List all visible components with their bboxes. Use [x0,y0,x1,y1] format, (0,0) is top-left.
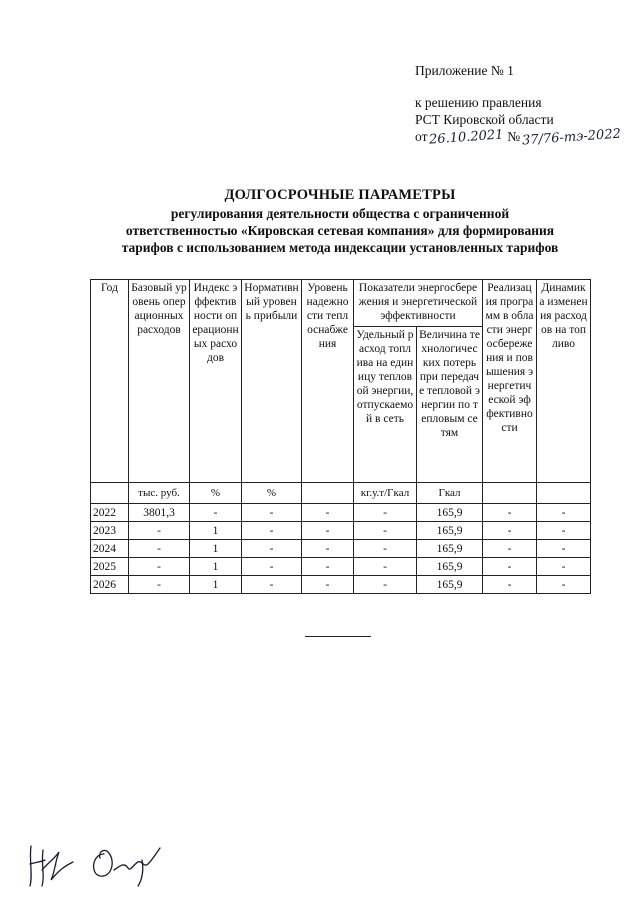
row-year: 2022 [91,504,129,522]
row-index: - [190,504,242,522]
table-row [91,576,591,594]
header-reliability: Уровень надежности теплоснабжения [302,280,354,483]
appendix-title: Приложение № 1 [415,63,514,78]
header-base-level: Базовый уровень операционных расходов [129,280,190,483]
appendix-line-1: к решению правления [415,95,542,110]
row-profit: - [242,540,302,558]
row-reliability: - [302,540,354,558]
appendix-from-prefix: от [415,129,428,144]
unit-cell [91,483,129,504]
row-profit: - [242,558,302,576]
row-year: 2025 [91,558,129,576]
row-index: 1 [190,576,242,594]
row-fuel: - [354,576,417,594]
unit-cell [537,483,591,504]
row-losses: 165,9 [417,504,483,522]
header-specific-fuel: Удельный расход топлива на единицу тепловой энергии, отпускаемой в сеть [354,327,417,483]
header-profit-level: Нормативный уровень прибыли [242,280,302,483]
row-base: - [129,522,190,540]
row-losses: 165,9 [417,540,483,558]
row-dynamics: - [537,504,591,522]
table-row [91,504,591,522]
row-profit: - [242,522,302,540]
row-dynamics: - [537,576,591,594]
table-row [91,540,591,558]
appendix-date-line [415,126,622,149]
row-programs: - [483,522,537,540]
row-year: 2026 [91,576,129,594]
heading-line-2: ответственностью «Кировская сетевая компания» для формирования [125,223,555,238]
unit-tech-losses: Гкал [417,483,483,504]
unit-profit-level: % [242,483,302,504]
heading-title: ДОЛГОСРОЧНЫЕ ПАРАМЕТРЫ [224,187,456,203]
row-dynamics: - [537,540,591,558]
header-efficiency-index: Индекс эффективности операционных расходов [190,280,242,483]
unit-base-level: тыс. руб. [129,483,190,504]
row-base: - [129,540,190,558]
row-reliability: - [302,504,354,522]
row-programs: - [483,558,537,576]
row-dynamics: - [537,558,591,576]
row-losses: 165,9 [417,522,483,540]
header-fuel-dynamics: Динамика изменения расходов на топливо [537,280,591,483]
row-losses: 165,9 [417,558,483,576]
unit-efficiency-index: % [190,483,242,504]
row-profit: - [242,576,302,594]
header-year: Год [91,280,129,483]
header-programs: Реализация программ в области энергосбережения и повышения энергетической эффективности [483,280,537,483]
row-reliability: - [302,576,354,594]
header-tech-losses: Величина технологических потерь при передаче тепловой энергии по тепловым сетям [417,327,483,483]
appendix-date: 26.10.2021 [429,127,505,148]
units-row [91,483,591,504]
heading-line-3: тарифов с использованием метода индексации установленных тарифов [121,240,559,255]
row-programs: - [483,504,537,522]
row-fuel: - [354,522,417,540]
row-dynamics: - [537,522,591,540]
row-programs: - [483,540,537,558]
row-reliability: - [302,558,354,576]
parameters-table [90,279,591,594]
unit-specific-fuel: кг.у.т/Гкал [354,483,417,504]
row-year: 2024 [91,540,129,558]
row-profit: - [242,504,302,522]
row-index: 1 [190,522,242,540]
table-row [91,558,591,576]
row-base: 3801,3 [129,504,190,522]
header-energy-group: Показатели энергосбережения и энергетической эффективности [354,280,483,327]
closing-rule [305,636,371,637]
row-losses: 165,9 [417,576,483,594]
row-index: 1 [190,540,242,558]
row-programs: - [483,576,537,594]
row-fuel: - [354,540,417,558]
row-index: 1 [190,558,242,576]
row-year: 2023 [91,522,129,540]
unit-cell [483,483,537,504]
table-row [91,522,591,540]
appendix-number: 37/76-тэ-2022 [521,126,622,149]
document-heading [60,187,620,256]
signature-1 [25,840,85,890]
row-fuel: - [354,504,417,522]
signature-2 [86,840,166,890]
row-fuel: - [354,558,417,576]
appendix-number-prefix: № [507,129,521,144]
row-reliability: - [302,522,354,540]
row-base: - [129,558,190,576]
appendix-line-2: РСТ Кировской области [415,112,554,127]
heading-line-1: регулирования деятельности общества с ограниченной [170,206,510,221]
row-base: - [129,576,190,594]
appendix-block [415,62,622,149]
unit-cell [302,483,354,504]
